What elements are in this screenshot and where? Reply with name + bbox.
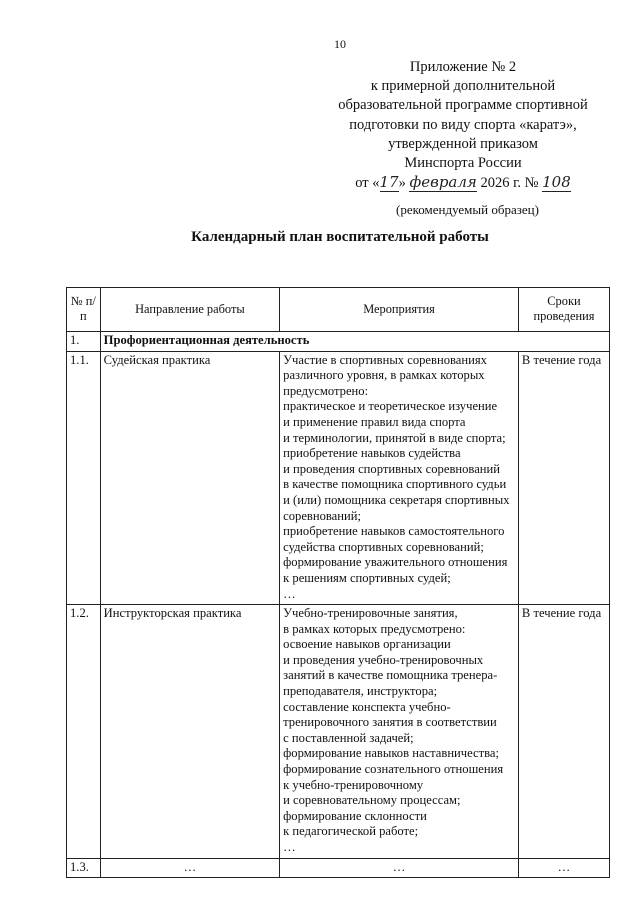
- event-line: и проведения спортивных соревнований: [283, 461, 501, 476]
- row-period: В течение года: [518, 351, 609, 605]
- event-line: в рамках которых предусмотрено:: [283, 621, 466, 636]
- plan-table: [66, 287, 610, 878]
- event-line: формирование уважительного отношения: [283, 555, 508, 570]
- event-line: с поставленной задачей;: [283, 730, 414, 745]
- handwritten-order-number: 108: [542, 173, 571, 192]
- row-number: 1.1.: [67, 351, 101, 605]
- event-line: формирование склонности: [283, 808, 427, 823]
- event-line: и соревновательному процессам;: [283, 793, 461, 808]
- event-line: судейства спортивных соревнований;: [283, 539, 484, 554]
- appendix-line: утвержденной приказом: [388, 135, 538, 152]
- row-events: [280, 351, 519, 605]
- appendix-line: образовательной программе спортивной: [338, 97, 588, 114]
- event-line: соревнований;: [283, 508, 361, 523]
- document-title: Календарный план воспитательной работы: [191, 229, 489, 245]
- appendix-block: [318, 58, 608, 193]
- event-line: формирование сознательного отношения: [283, 762, 504, 777]
- table-header-row: [67, 288, 610, 332]
- header-period: Сроки проведения: [518, 288, 609, 332]
- event-line: приобретение навыков судейства: [283, 446, 461, 461]
- date-prefix: от «: [355, 175, 380, 192]
- header-number: № п/п: [67, 288, 101, 332]
- appendix-line: Приложение № 2: [409, 59, 517, 75]
- row-direction: Судейская практика: [100, 351, 279, 605]
- event-line: Участие в спортивных соревнованиях: [283, 352, 487, 367]
- row-direction: …: [100, 858, 279, 878]
- event-line: различного уровня, в рамках которых: [283, 368, 485, 383]
- event-line: приобретение навыков самостоятельного: [283, 524, 505, 539]
- recommended-sample-note: (рекомендуемый образец): [396, 202, 539, 217]
- order-date-line: [318, 173, 608, 193]
- event-line: и применение правил вида спорта: [283, 414, 466, 429]
- event-line: к решениям спортивных судей;: [283, 570, 451, 585]
- handwritten-month: февраля: [409, 173, 477, 192]
- event-line: и проведения учебно-тренировочных: [283, 652, 484, 667]
- event-line: освоение навыков организации: [283, 637, 451, 652]
- event-line: и (или) помощника секретаря спортивных: [283, 492, 510, 507]
- table-row: [67, 605, 610, 859]
- row-direction: Инструкторская практика: [100, 605, 279, 859]
- row-period: …: [518, 858, 609, 878]
- event-line: в качестве помощника спортивного судьи: [283, 477, 507, 492]
- header-direction: Направление работы: [100, 288, 279, 332]
- event-line: практическое и теоретическое изучение: [283, 399, 498, 414]
- table-row: [67, 351, 610, 605]
- event-line: …: [283, 586, 296, 601]
- event-line: …: [283, 840, 296, 854]
- event-line: к учебно-тренировочному: [283, 777, 424, 792]
- header-events: Мероприятия: [280, 288, 519, 332]
- section-row: [67, 332, 610, 352]
- handwritten-day: 17: [379, 173, 399, 192]
- event-line: составление конспекта учебно-: [283, 699, 451, 714]
- row-number: 1.3.: [67, 858, 101, 878]
- event-line: преподавателя, инструктора;: [283, 684, 438, 699]
- section-title: Профориентационная деятельность: [100, 332, 609, 352]
- row-events: …: [280, 858, 519, 878]
- row-events: [280, 605, 519, 859]
- event-line: тренировочного занятия в соответствии: [283, 715, 497, 730]
- page-number: 10: [334, 37, 346, 51]
- date-close: »: [398, 175, 410, 192]
- appendix-line: к примерной дополнительной: [370, 78, 556, 95]
- event-line: к педагогической работе;: [283, 824, 419, 839]
- table-row: [67, 858, 610, 878]
- appendix-line: Минспорта России: [404, 155, 522, 172]
- year-text: 2026 г. №: [476, 175, 543, 192]
- appendix-line: подготовки по виду спорта «каратэ»,: [349, 116, 577, 133]
- section-number: 1.: [67, 332, 101, 352]
- event-line: Учебно-тренировочные занятия,: [283, 606, 458, 621]
- row-number: 1.2.: [67, 605, 101, 859]
- event-line: предусмотрено:: [283, 383, 369, 398]
- row-period: В течение года: [518, 605, 609, 859]
- event-line: и терминологии, принятой в виде спорта;: [283, 430, 506, 445]
- event-line: занятий в качестве помощника тренера-: [283, 668, 498, 683]
- event-line: формирование навыков наставничества;: [283, 746, 499, 761]
